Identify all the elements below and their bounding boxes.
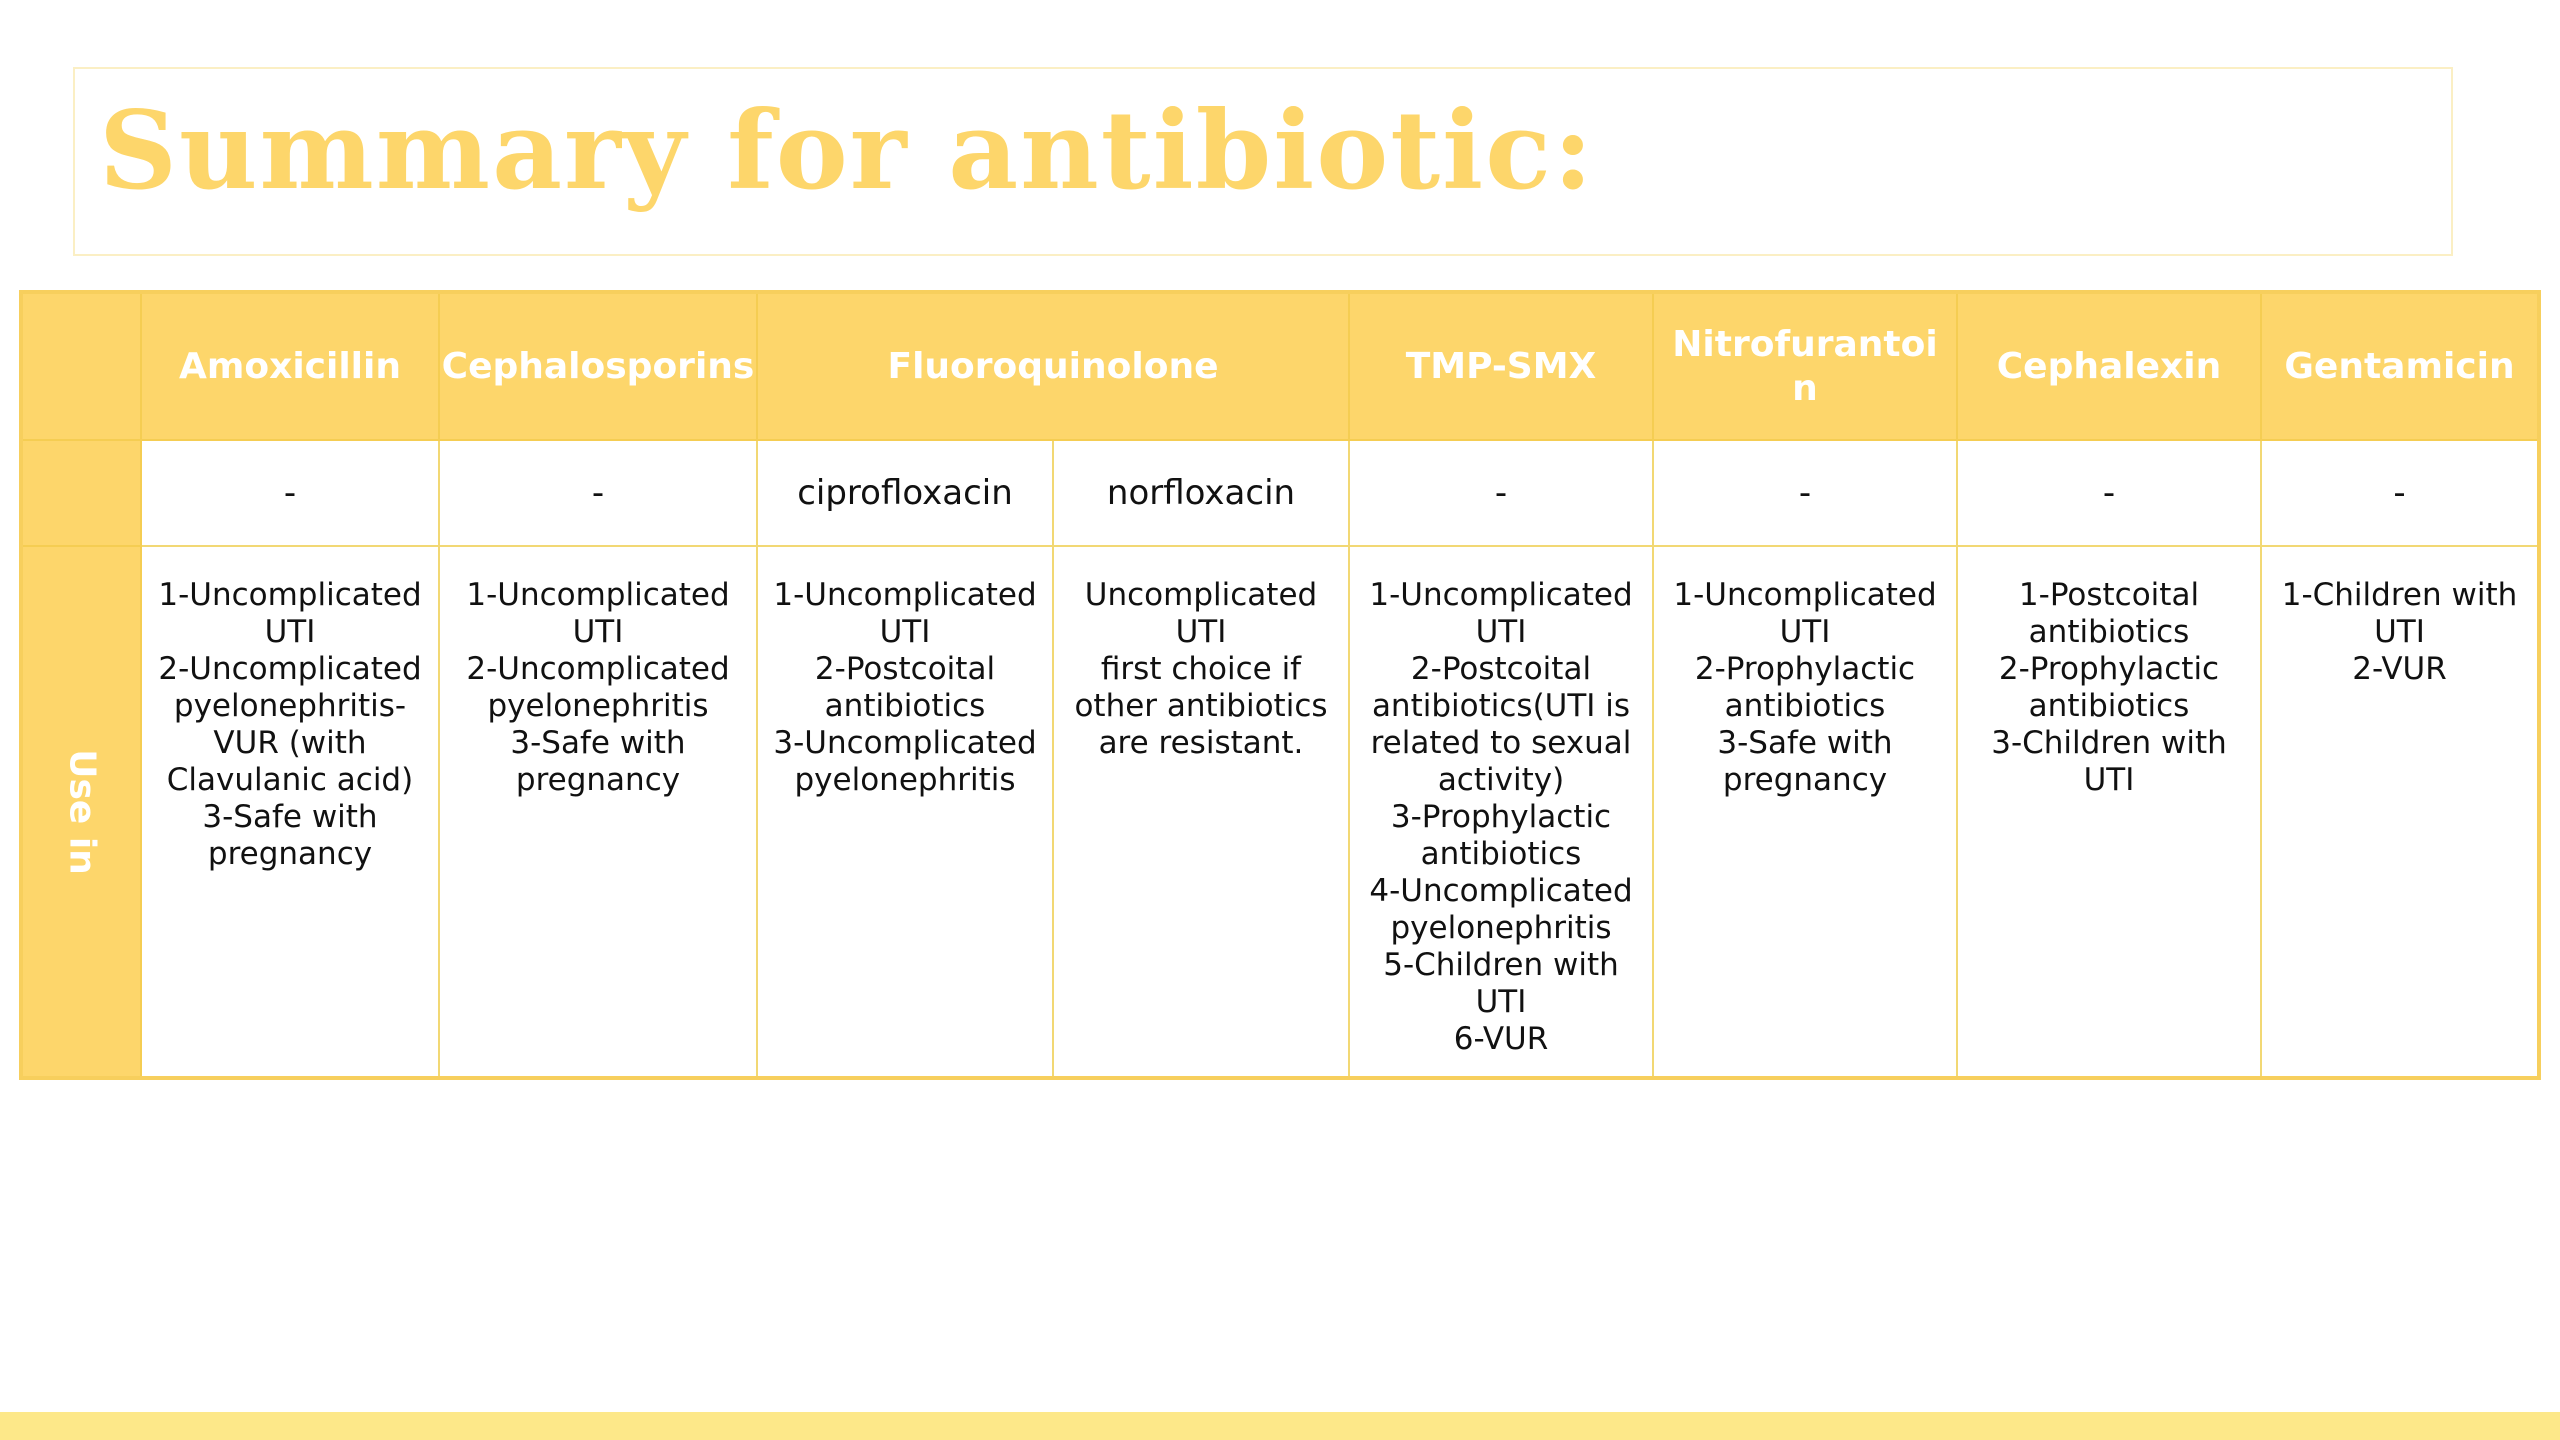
use-line: antibiotics bbox=[2028, 688, 2190, 724]
use-line: pregnancy bbox=[207, 836, 373, 872]
use-line: UTI bbox=[264, 614, 316, 650]
subtype-gentamicin: - bbox=[2261, 440, 2539, 546]
use-line: VUR (with bbox=[213, 725, 367, 761]
use-line: UTI bbox=[1475, 614, 1527, 650]
use-line: 2-Uncomplicated bbox=[158, 651, 422, 687]
use-line: 2-Prophylactic bbox=[1998, 651, 2220, 687]
header-gentamicin: Gentamicin bbox=[2261, 292, 2539, 440]
use-line: UTI bbox=[1175, 614, 1227, 650]
use-line: pyelonephritis- bbox=[173, 688, 407, 724]
use-line: 1-Uncomplicated bbox=[466, 577, 730, 613]
header-row bbox=[21, 292, 2539, 440]
antibiotic-summary-table bbox=[19, 290, 2541, 1080]
use-line: 1-Uncomplicated bbox=[773, 577, 1037, 613]
header-cephalexin: Cephalexin bbox=[1957, 292, 2261, 440]
header-nitrofurantoin-line-1: Nitrofurantoi bbox=[1672, 323, 1938, 365]
title-box bbox=[73, 67, 2453, 256]
use-line: 3-Safe with bbox=[202, 799, 378, 835]
use-line: 1-Uncomplicated bbox=[1673, 577, 1937, 613]
use-line: pregnancy bbox=[515, 762, 681, 798]
use-line: antibiotics bbox=[824, 688, 986, 724]
use-line: 2-Postcoital bbox=[814, 651, 996, 687]
use-line: Clavulanic acid) bbox=[166, 762, 414, 798]
header-nitrofurantoin-line-2: n bbox=[1792, 367, 1818, 409]
use-line: pyelonephritis bbox=[794, 762, 1016, 798]
page-title: Summary for antibiotic: bbox=[99, 88, 1595, 214]
use-line: 2-VUR bbox=[2352, 651, 2447, 687]
use-line: are resistant. bbox=[1098, 725, 1304, 761]
use-line: antibiotics(UTI is bbox=[1371, 688, 1631, 724]
use-line: antibiotics bbox=[2028, 614, 2190, 650]
use-line: activity) bbox=[1437, 762, 1565, 798]
uses-nitrofurantoin bbox=[1653, 546, 1957, 1078]
bottom-accent-bar bbox=[0, 1412, 2560, 1440]
use-line: 2-Uncomplicated bbox=[466, 651, 730, 687]
use-line: 4-Uncomplicated bbox=[1369, 873, 1633, 909]
use-line: 3-Uncomplicated bbox=[773, 725, 1037, 761]
uses-cephalosporins bbox=[439, 546, 757, 1078]
use-line: 3-Safe with bbox=[510, 725, 686, 761]
use-line: Uncomplicated bbox=[1084, 577, 1318, 613]
uses-ciprofloxacin bbox=[757, 546, 1053, 1078]
use-line: 1-Uncomplicated bbox=[1369, 577, 1633, 613]
use-line: UTI bbox=[2374, 614, 2425, 650]
uses-tmp-smx bbox=[1349, 546, 1653, 1078]
header-tmp-smx: TMP-SMX bbox=[1349, 292, 1653, 440]
use-line: pregnancy bbox=[1722, 762, 1888, 798]
use-line: UTI bbox=[572, 614, 624, 650]
use-in-row bbox=[21, 546, 2539, 1078]
use-line: 1-Children with bbox=[2281, 577, 2518, 613]
uses-norfloxacin bbox=[1053, 546, 1349, 1078]
use-line: other antibiotics bbox=[1074, 688, 1328, 724]
header-nitrofurantoin bbox=[1653, 292, 1957, 440]
header-cephalosporins: Cephalosporins bbox=[439, 292, 757, 440]
use-line: 1-Postcoital bbox=[2018, 577, 2200, 613]
use-line: antibiotics bbox=[1420, 836, 1582, 872]
subtype-amoxicillin: - bbox=[141, 440, 439, 546]
use-line: related to sexual bbox=[1370, 725, 1632, 761]
use-line: 3-Safe with bbox=[1717, 725, 1893, 761]
header-corner bbox=[21, 292, 141, 440]
use-line: UTI bbox=[1779, 614, 1831, 650]
uses-gentamicin bbox=[2261, 546, 2539, 1078]
header-fluoroquinolone: Fluoroquinolone bbox=[757, 292, 1349, 440]
subtype-nitrofurantoin: - bbox=[1653, 440, 1957, 546]
side-label-use-in: Use in bbox=[61, 748, 102, 875]
subtype-cephalosporins: - bbox=[439, 440, 757, 546]
subtype-cephalexin: - bbox=[1957, 440, 2261, 546]
uses-amoxicillin bbox=[141, 546, 439, 1078]
use-line: 5-Children with bbox=[1383, 947, 1619, 983]
subtype-norfloxacin: norfloxacin bbox=[1053, 440, 1349, 546]
use-line: UTI bbox=[879, 614, 931, 650]
use-line: pyelonephritis bbox=[1390, 910, 1612, 946]
use-line: 1-Uncomplicated bbox=[158, 577, 422, 613]
use-line: first choice if bbox=[1100, 651, 1302, 687]
use-line: 6-VUR bbox=[1453, 1021, 1549, 1057]
use-line: UTI bbox=[2083, 762, 2135, 798]
use-line: pyelonephritis bbox=[487, 688, 709, 724]
uses-cephalexin bbox=[1957, 546, 2261, 1078]
side-label-cell bbox=[21, 546, 141, 1078]
use-line: 2-Prophylactic bbox=[1694, 651, 1916, 687]
subtype-row bbox=[21, 440, 2539, 546]
use-line: antibiotics bbox=[1724, 688, 1886, 724]
subtype-tmp-smx: - bbox=[1349, 440, 1653, 546]
use-line: UTI bbox=[1475, 984, 1527, 1020]
use-line: 3-Prophylactic bbox=[1390, 799, 1612, 835]
side-cell-subtype bbox=[21, 440, 141, 546]
header-amoxicillin: Amoxicillin bbox=[141, 292, 439, 440]
use-line: 2-Postcoital bbox=[1410, 651, 1592, 687]
use-line: 3-Children with bbox=[1991, 725, 2227, 761]
subtype-ciprofloxacin: ciprofloxacin bbox=[757, 440, 1053, 546]
